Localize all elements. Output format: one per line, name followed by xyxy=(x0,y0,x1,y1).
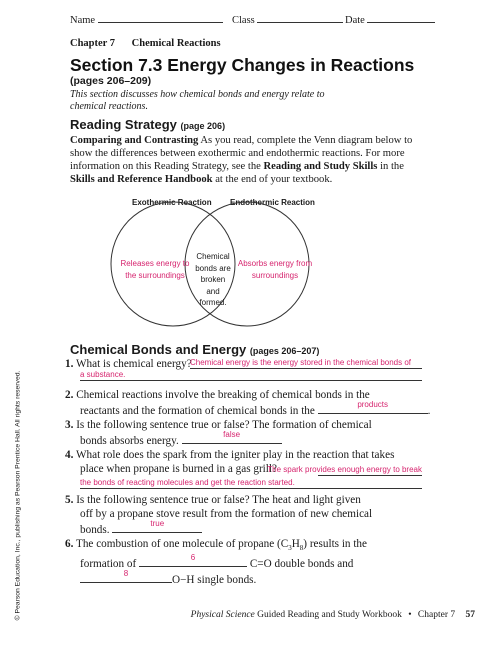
question-4-text-line1: What role does the spark from the igniter play in the reaction that takes xyxy=(76,449,395,461)
question-5-answer: true xyxy=(150,519,165,528)
footer-book-rest: Guided Reading and Study Workbook xyxy=(254,610,402,620)
question-2-number: 2. xyxy=(65,389,74,401)
venn-left-title: Exothermic Reaction xyxy=(132,198,212,207)
question-1-answer1: Chemical energy is the energy stored in the chemical bonds of xyxy=(190,358,412,367)
question-6-text-line1b: ) results in the xyxy=(303,538,367,550)
question-3-text-line1: Is the following sentence true or false? The formation of chemical xyxy=(76,419,372,431)
date-field xyxy=(345,14,435,28)
section-title: Section 7.3 Energy Changes in Reactions xyxy=(70,55,415,75)
question-6 xyxy=(65,537,367,587)
question-5-blank[interactable] xyxy=(112,521,202,533)
question-1-number: 1. xyxy=(65,358,74,370)
section-intro: This section discusses how chemical bonds and energy relate to chemical reactions. xyxy=(70,89,325,112)
footer-chapter: Chapter 7 xyxy=(417,610,456,620)
page-footer xyxy=(191,610,475,620)
question-6-answer1: 6 xyxy=(190,553,196,563)
bonds-heading xyxy=(70,342,319,357)
class-label: Class xyxy=(232,15,255,26)
question-2-text-line1: Chemical reactions involve the breaking of chemical bonds in the xyxy=(76,389,370,401)
question-2-blank[interactable] xyxy=(318,402,428,414)
question-2-text-line2: reactants and the formation of chemical bonds in the xyxy=(80,405,315,417)
reading-strategy-page: (page 206) xyxy=(180,121,226,131)
question-5-text-line3: bonds. xyxy=(80,524,110,536)
bonds-pages: (pages 206–207) xyxy=(249,346,320,356)
name-line[interactable] xyxy=(98,22,223,23)
chapter-number: Chapter 7 xyxy=(70,38,116,49)
question-3-text-line2: bonds absorbs energy. xyxy=(80,435,179,447)
question-6-number: 6. xyxy=(65,538,74,550)
question-4-answer-line2[interactable] xyxy=(80,476,422,489)
question-4-answer1: The spark provides enough energy to break xyxy=(267,465,422,474)
question-2-end: . xyxy=(427,405,431,417)
name-label: Name xyxy=(70,15,96,26)
footer-bullet: • xyxy=(408,610,412,620)
question-3-number: 3. xyxy=(65,419,74,431)
question-6-blank2[interactable] xyxy=(80,571,172,583)
question-5-number: 5. xyxy=(65,494,74,506)
class-field xyxy=(232,14,343,28)
question-3-blank[interactable] xyxy=(182,432,282,444)
question-6-sub1: 3 xyxy=(288,544,292,553)
question-6-mid: H xyxy=(291,538,300,550)
question-1-answer2: a substance. xyxy=(80,370,126,379)
question-4-text-line2: place when propane is burned in a gas grill? xyxy=(80,463,277,475)
question-6-blank1[interactable] xyxy=(139,555,247,567)
reading-strategy-bold2: Skills and Reference Handbook xyxy=(70,174,213,185)
reading-strategy-text xyxy=(70,134,425,186)
question-1-text: What is chemical energy? xyxy=(76,358,192,370)
question-4-number: 4. xyxy=(65,449,74,461)
question-4-answer-line1[interactable] xyxy=(267,463,422,476)
reading-strategy-bold1: Reading and Study Skills xyxy=(263,161,378,172)
reading-strategy-heading xyxy=(70,117,225,132)
chapter-title: Chemical Reactions xyxy=(131,38,221,49)
venn-left-answer: Releases energy to the surroundings xyxy=(120,259,190,280)
question-4-answer2: the bonds of reacting molecules and get the reaction started. xyxy=(80,478,295,487)
question-5-text-line2: off by a propane stove result from the formation of new chemical xyxy=(80,508,373,520)
reading-strategy-text1: As you read, complete the Venn diagram below to show the differences between exothermic and endothermic reactions. For more information on this Reading Strategy, see the xyxy=(70,135,413,172)
question-6-answer2: 8 xyxy=(123,569,129,579)
question-6-text-line2b: C=O double bonds and xyxy=(249,558,354,571)
reading-strategy-lead: Comparing and Contrasting xyxy=(70,135,199,146)
reading-strategy-title: Reading Strategy xyxy=(70,117,177,132)
copyright-side-note: © Pearson Education, Inc., publishing as Pearson Prentice Hall. All rights reserved. xyxy=(14,370,22,621)
question-6-sub2: 8 xyxy=(299,544,304,553)
class-line[interactable] xyxy=(257,22,343,23)
question-6-text-line1a: The combustion of one molecule of propane (C xyxy=(76,538,289,550)
date-label: Date xyxy=(345,15,365,26)
section-pages: (pages 206–209) xyxy=(70,75,152,87)
footer-book-title: Physical Science xyxy=(190,610,255,620)
question-5 xyxy=(65,493,372,537)
question-2-answer: products xyxy=(357,400,388,409)
question-5-text-line1: Is the following sentence true or false? The heat and light given xyxy=(76,494,361,506)
question-6-text-line3: O−H single bonds. xyxy=(172,574,257,587)
reading-strategy-text3: at the end of your textbook. xyxy=(212,174,333,185)
question-1-answer-line2[interactable] xyxy=(80,368,422,381)
question-3-answer: false xyxy=(223,430,241,439)
venn-right-answer: Absorbs energy from surroundings xyxy=(237,259,313,280)
question-2 xyxy=(65,388,430,418)
venn-center-answer: Chemical bonds are broken and formed. xyxy=(195,252,231,307)
reading-strategy-text2: in the xyxy=(377,161,404,172)
footer-page-number: 57 xyxy=(465,610,475,620)
bonds-title: Chemical Bonds and Energy xyxy=(70,342,247,357)
name-field xyxy=(70,14,223,28)
question-6-text-line2a: formation of xyxy=(80,558,137,571)
venn-right-title: Endothermic Reaction xyxy=(230,198,315,207)
chapter-header xyxy=(70,38,221,49)
date-line[interactable] xyxy=(367,22,435,23)
question-3 xyxy=(65,418,372,448)
